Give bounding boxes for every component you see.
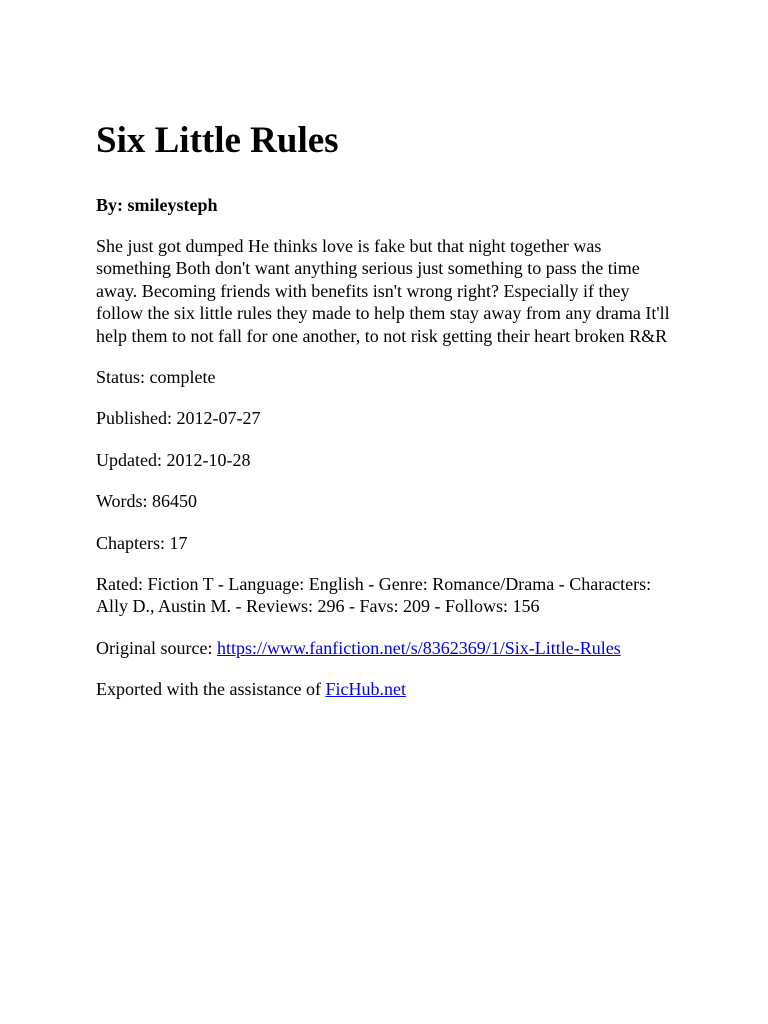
published-date: Published: 2012-07-27 bbox=[96, 408, 261, 429]
status-line: Status: complete bbox=[96, 367, 216, 388]
fichub-link[interactable]: FicHub.net bbox=[325, 679, 406, 700]
chapter-count: Chapters: 17 bbox=[96, 532, 188, 553]
story-title: Six Little Rules bbox=[96, 120, 339, 161]
export-credit bbox=[96, 678, 672, 700]
word-count: Words: 86450 bbox=[96, 491, 198, 512]
original-source-label: Original source: bbox=[96, 637, 217, 658]
story-summary: She just got dumped He thinks love is fake but that night together was something Both don't want anything serious just something to pass the time away. Becoming friends with benefits isn't wrong right? Especially if they follow the six little rules they made to help them stay away from any drama It'll help them to not fall for one another, to not risk getting their heart broken R&R bbox=[96, 236, 670, 346]
original-source-link[interactable]: https://www.fanfiction.net/s/8362369/1/Six-Little-Rules bbox=[216, 637, 621, 658]
author-line: By: smileysteph bbox=[96, 195, 218, 215]
story-details: Rated: Fiction T - Language: English - Genre: Romance/Drama - Characters: Ally D., Austin M. - Reviews: 296 - Favs: 209 - Follows: 156 bbox=[96, 574, 652, 617]
updated-date: Updated: 2012-10-28 bbox=[96, 449, 251, 470]
original-source bbox=[96, 637, 672, 659]
export-credit-label: Exported with the assistance of bbox=[96, 679, 326, 700]
